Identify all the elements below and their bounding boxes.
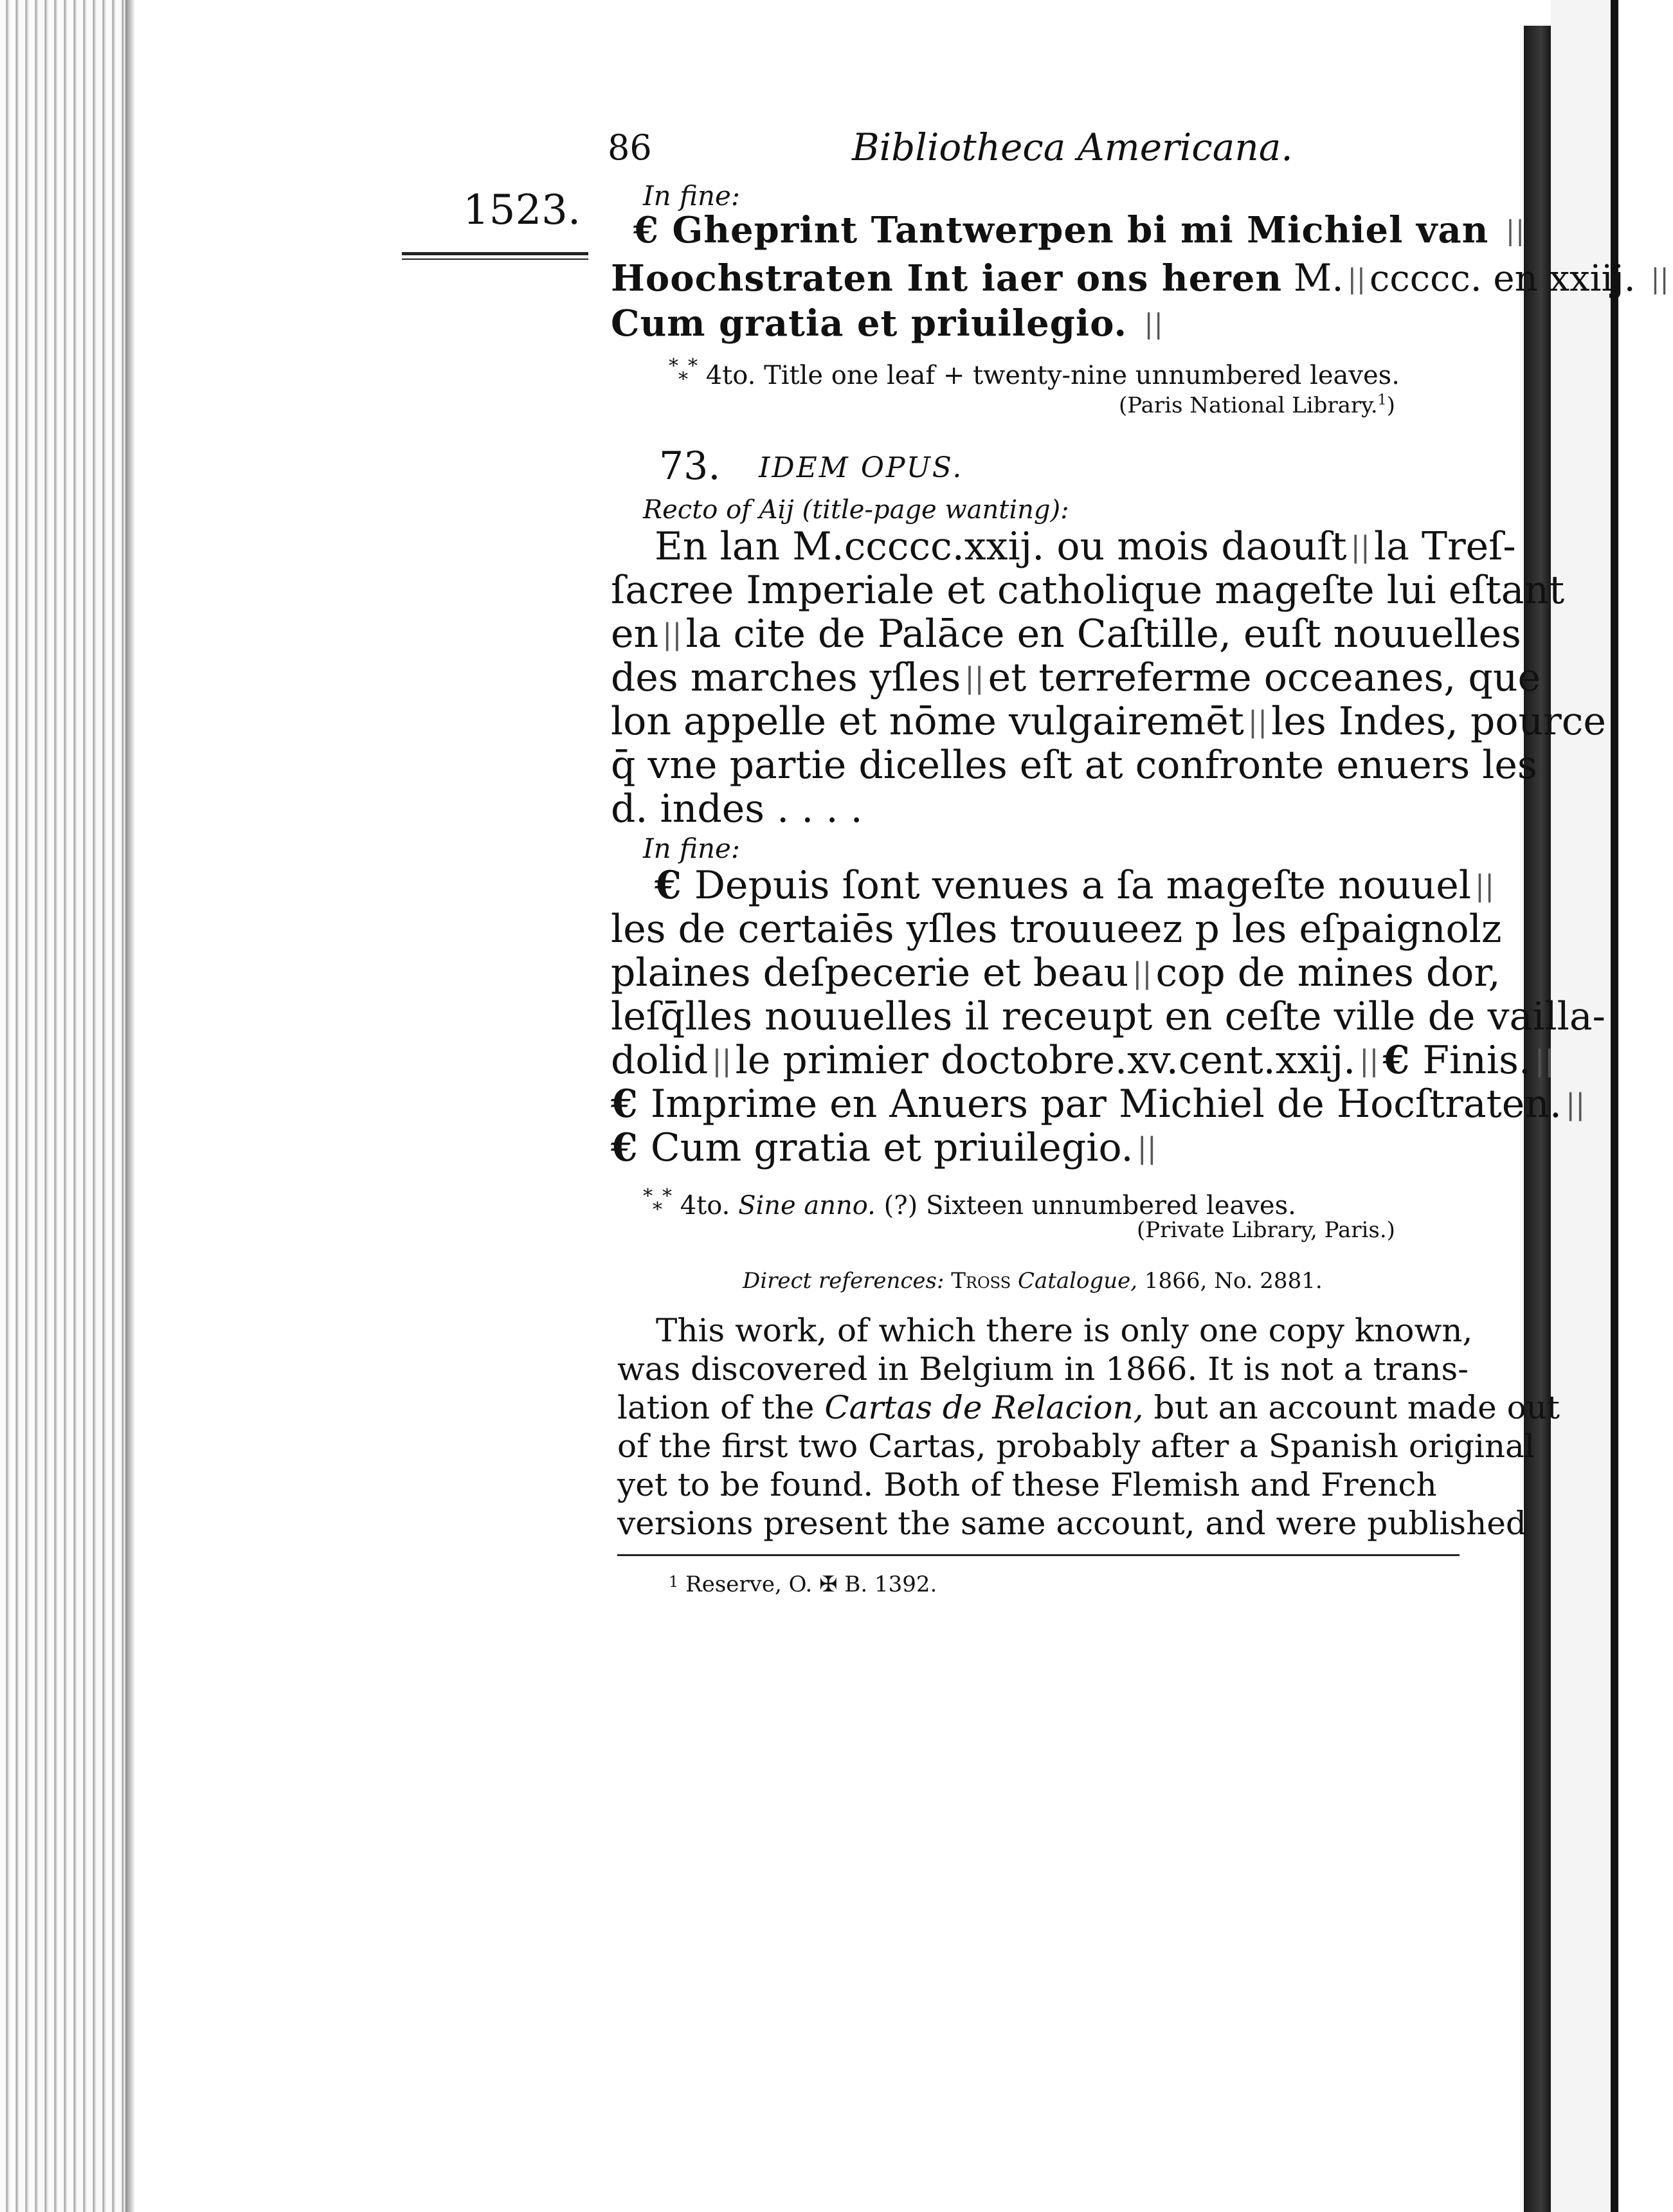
body-line-5: lon appelle et nōme vulgairemēt || les Indes, pource: [611, 699, 1606, 744]
year-rule: [402, 252, 588, 255]
in-fine-label-2: In fine:: [643, 833, 741, 864]
colophon-line-3: Cum gratia et priuilegio. ||: [611, 302, 1164, 345]
entry-number: 73.: [659, 444, 721, 489]
page-edge-shadow: [125, 0, 134, 2212]
footnote-rule: [617, 1554, 1460, 1556]
colophon73-line-5: dolid || le primier doctobre.xv.cent.xxij. || € Finis. ||: [611, 1038, 1555, 1083]
footnote: $^1$ Reserve, O. ✠ B. 1392.: [669, 1572, 937, 1597]
commentary-line-2: was discovered in Belgium in 1866. It is not a trans-: [617, 1350, 1469, 1388]
colophon-line-1: € Gheprint Tantwerpen bi mi Michiel van ||: [633, 209, 1526, 251]
collation-72: *** 4to. Title one leaf + twenty-nine unnumbered leaves.: [669, 355, 1400, 391]
body-line-7: d. indes . . . .: [611, 786, 863, 831]
recto-label: Recto of Aij (title-page wanting):: [643, 495, 1069, 525]
location-73: (Private Library, Paris.): [1137, 1217, 1395, 1243]
year-rule-thin: [402, 258, 588, 260]
location-72: (Paris National Library.$^1$): [1119, 392, 1395, 419]
commentary-line-1: This work, of which there is only one copy known,: [656, 1312, 1473, 1349]
colophon73-line-6: € Imprime en Anuers par Michiel de Hocſtraten. ||: [611, 1082, 1586, 1127]
cross-symbol: ✠: [819, 1572, 838, 1597]
scan-border: [1611, 0, 1618, 2212]
colophon73-line-7: € Cum gratia et priuilegio. ||: [611, 1125, 1157, 1170]
body-line-3: en || la cite de Palāce en Caſtille, euſt nouuelles: [611, 612, 1521, 657]
direct-references: Direct references: Tross Catalogue, 1866, No. 2881.: [743, 1268, 1323, 1294]
colophon73-line-2: les de certaiēs yſles trouueez p les eſpaignolz: [611, 907, 1502, 952]
collation-73: *** 4to. Sine anno. (?) Sixteen unnumbered leaves.: [643, 1185, 1296, 1221]
body-line-2: ſacree Imperiale et catholique mageſte lui eſtant: [611, 568, 1565, 613]
margin-year: 1523.: [463, 186, 581, 234]
page-edges: [0, 0, 132, 2212]
entry-title: IDEM OPUS.: [759, 451, 964, 484]
body-line-6: q̄ vne partie dicelles eſt at confronte enuers les: [611, 743, 1537, 788]
colophon73-line-3: plaines deſpecerie et beau || cop de mines dor,: [611, 950, 1501, 995]
in-fine-label: In fine:: [643, 180, 741, 212]
colophon73-line-1: € Depuis ſont venues a ſa mageſte nouuel ||: [655, 863, 1495, 908]
running-title: Bibliotheca Americana.: [852, 125, 1293, 169]
body-line-1: En lan M.ccccc.xxij. ou mois daouſt || la Treſ-: [655, 524, 1516, 569]
body-line-4: des marches yſles || et terreferme occeanes, que: [611, 655, 1541, 700]
pilcrow-mark: €: [633, 209, 659, 251]
page-number: 86: [608, 127, 652, 168]
commentary-line-5: yet to be found. Both of these Flemish and French: [617, 1466, 1437, 1503]
colophon-line-2: Hoochstraten Int iaer ons heren M. || ccccc. en xxiij. ||: [611, 256, 1669, 300]
commentary-line-4: of the first two Cartas, probably after a Spanish original: [617, 1428, 1535, 1465]
commentary-line-6: versions present the same account, and were published: [617, 1505, 1526, 1542]
commentary-line-3: lation of the Cartas de Relacion, but an account made out: [617, 1389, 1560, 1426]
colophon73-line-4: leſq̄lles nouuelles il receupt en ceſte ville de vailla-: [611, 994, 1605, 1039]
